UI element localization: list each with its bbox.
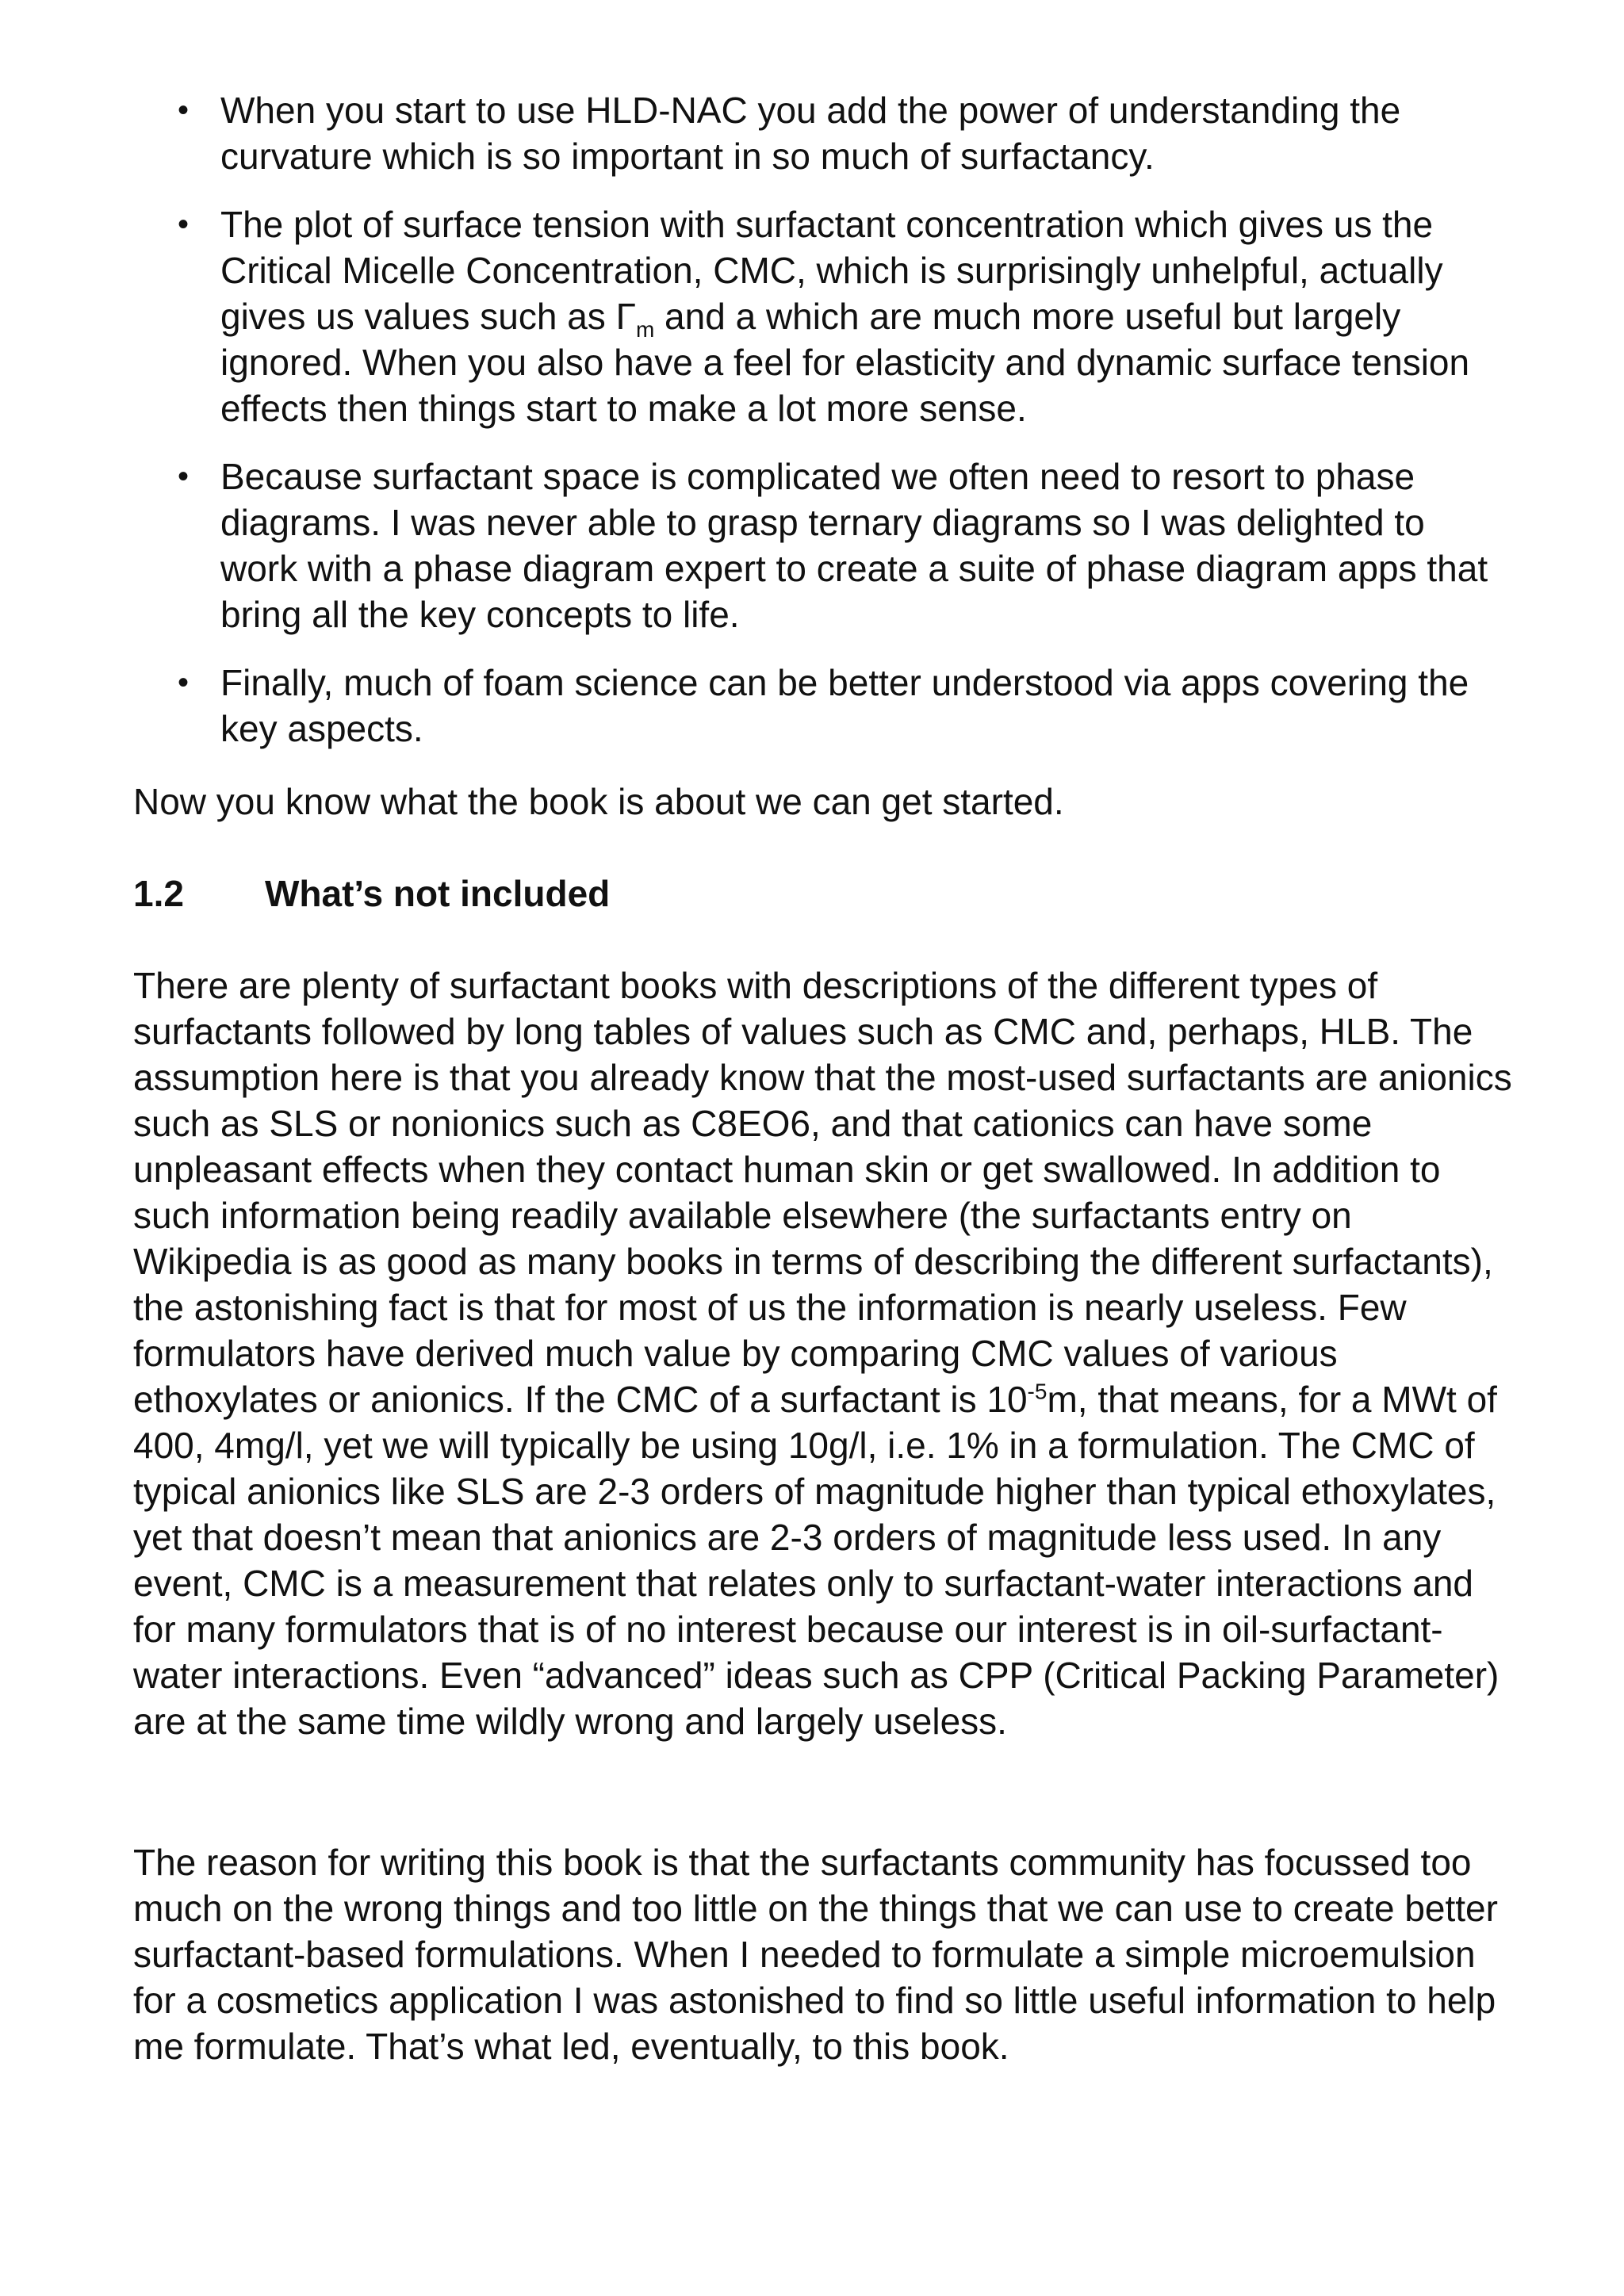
- bullet-dot: •: [177, 459, 189, 494]
- paragraph-text-post: m, that means, for a MWt of 400, 4mg/l, yet we will typically be using 10g/l, i.e. 1% in a formulation. The CMC of typical anionics like SLS are 2-3 orders of magnitude higher than typical ethoxylates, yet that doesn’t mean that anionics are 2-3 orders of magnitude less used. In any event, CMC is a measurement that relates only to surfactant-water interactions and for many formulators that is of no interest because our interest is in oil-surfactant-water interactions. Even “advanced” ideas such as CPP (Critical Packing Parameter) are at the same time wildly wrong and largely useless.: [133, 1379, 1500, 1742]
- bullet-dot: •: [177, 93, 189, 128]
- bullet-text: Finally, much of foam science can be better understood via apps covering the key aspects.: [220, 662, 1469, 749]
- bullet-dot: •: [177, 207, 189, 242]
- paragraph-text-pre: There are plenty of surfactant books with descriptions of the different types of surfactants followed by long tables of values such as CMC and, perhaps, HLB. The assumption here is that you already know that the most-used surfactants are anionics such as SLS or nonionics such as C8EO6, and that cationics can have some unpleasant effects when they contact human skin or get swallowed. In addition to such information being readily available elsewhere (the surfactants entry on Wikipedia is as good as many books in terms of describing the different surfactants), the astonishing fact is that for most of us the information is nearly useless. Few formulators have derived much value by comparing CMC values of various ethoxylates or anionics. If the CMC of a surfactant is 10: [133, 965, 1512, 1420]
- bullet-list: [0, 87, 1624, 774]
- bullet-text-pre: The plot of surface tension with surfactant concentration which gives us the Critical Micelle Concentration, CMC, which is surprisingly unhelpful, actually gives us values such as Γ: [220, 204, 1443, 337]
- body-paragraph: [133, 962, 1513, 1744]
- subscript: m: [635, 317, 655, 342]
- bullet-dot: •: [177, 665, 189, 700]
- bullet-text-post: and a which are much more useful but largely ignored. When you also have a feel for elasticity and dynamic surface tension effects then things start to make a lot more sense.: [220, 296, 1470, 429]
- section-number: 1.2: [133, 873, 184, 914]
- bullet-text: When you start to use HLD-NAC you add the power of understanding the curvature which is so important in so much of surfactancy.: [220, 90, 1401, 177]
- bullet-item: [177, 660, 1505, 752]
- intro-closing-line: Now you know what the book is about we can get started.: [133, 781, 1064, 822]
- bullet-item: [177, 87, 1505, 179]
- body-paragraph: The reason for writing this book is that the surfactants community has focussed too much on the wrong things and too little on the things that we can use to create better surfactant-based formulations. When I needed to formulate a simple microemulsion for a cosmetics application I was astonished to find so little useful information to help me formulate. That’s what led, eventually, to this book.: [133, 1842, 1498, 2067]
- section-heading: [133, 871, 610, 916]
- bullet-text: Because surfactant space is complicated we often need to resort to phase diagrams. I was never able to grasp ternary diagrams so I was delighted to work with a phase diagram expert to create a suite of phase diagram apps that bring all the key concepts to life.: [220, 456, 1488, 635]
- bullet-item: [177, 453, 1505, 637]
- bullet-item: [177, 201, 1505, 431]
- superscript: -5: [1027, 1379, 1048, 1404]
- section-title: What’s not included: [265, 873, 611, 914]
